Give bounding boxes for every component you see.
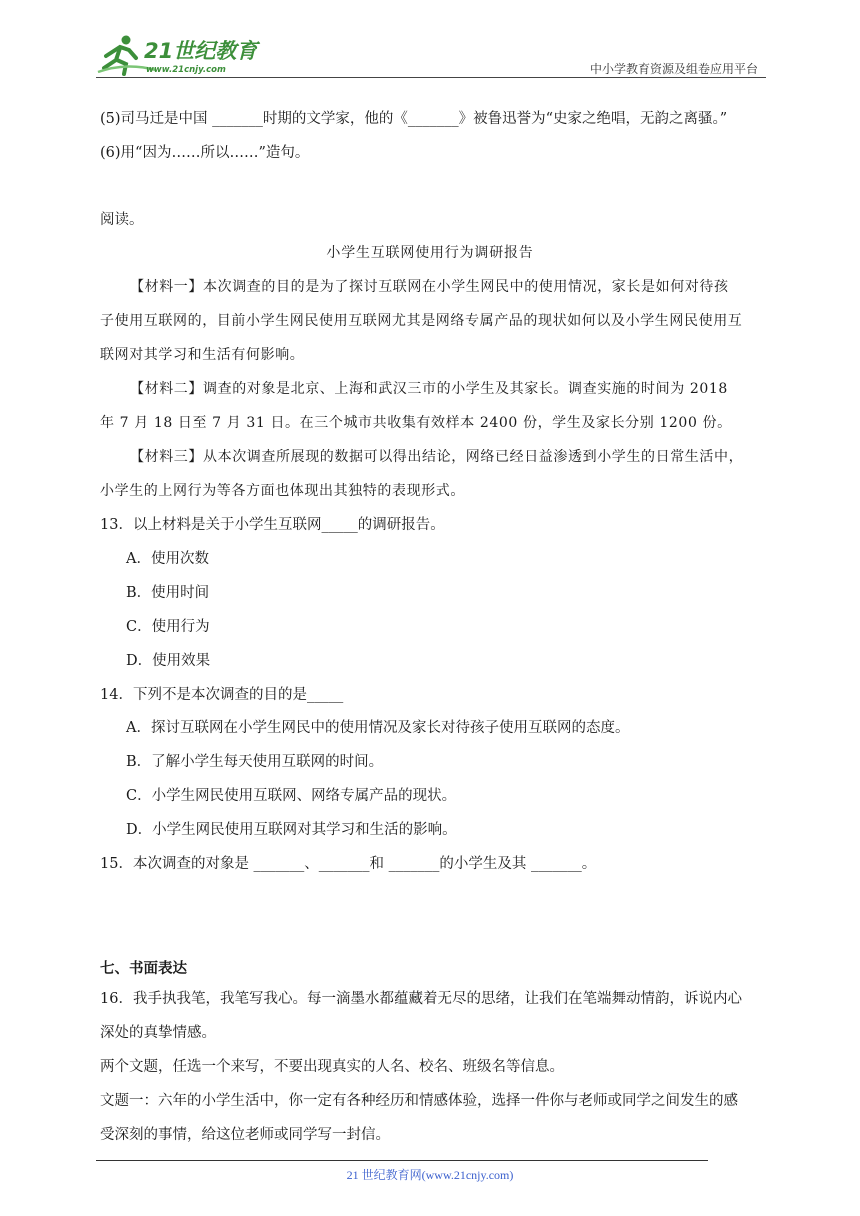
question-16-line-3: 两个文题，任选一个来写，不要出现真实的人名、校名、班级名等信息。 <box>100 1059 564 1075</box>
question-16-line-5: 受深刻的事情，给这位老师或同学写一封信。 <box>100 1127 390 1143</box>
question-15: 15．本次调查的对象是 _______、_______和 _______的小学生及其 _______。 <box>100 856 597 872</box>
material-3-line-2: 小学生的上网行为等各方面也体现出其独特的表现形式。 <box>100 483 465 499</box>
footer-text: 21 世纪教育网(www.21cnjy.com) <box>346 1168 514 1182</box>
question-13-option-c: C．使用行为 <box>126 619 210 635</box>
material-1-line-2: 子使用互联网的，目前小学生网民使用互联网尤其是网络专属产品的现状如何以及小学生网民使用互 <box>100 313 743 329</box>
question-14-option-d: D．小学生网民使用互联网对其学习和生活的影响。 <box>126 822 457 838</box>
question-16-line-2: 深处的真挚情感。 <box>100 1025 216 1041</box>
question-13-option-a: A．使用次数 <box>126 551 209 567</box>
question-6: (6)用“因为……所以……”造句。 <box>100 145 310 161</box>
question-5: (5)司马迁是中国 _______时期的文学家，他的《_______》被鲁迅誉为“史家之绝唱，无韵之离骚。” <box>100 111 728 127</box>
material-2-line-1: 【材料二】调查的对象是北京、上海和武汉三市的小学生及其家长。调查实施的时间为 2018 <box>130 381 728 397</box>
report-title: 小学生互联网使用行为调研报告 <box>326 245 534 261</box>
section-7-heading: 七、书面表达 <box>100 960 187 977</box>
question-14-option-a: A．探讨互联网在小学生网民中的使用情况及家长对待孩子使用互联网的态度。 <box>126 720 630 736</box>
logo <box>96 34 266 78</box>
platform-name: 中小学教育资源及组卷应用平台 <box>589 62 758 76</box>
header-divider <box>96 77 766 78</box>
material-3-line-1: 【材料三】从本次调查所展现的数据可以得出结论，网络已经日益渗透到小学生的日常生活中， <box>130 449 744 465</box>
logo-title: 21世纪教育 <box>144 39 258 63</box>
material-1-line-1: 【材料一】本次调查的目的是为了探讨互联网在小学生网民中的使用情况，家长是如何对待孩 <box>130 279 729 295</box>
reading-label: 阅读。 <box>100 212 144 228</box>
footer-divider <box>96 1160 708 1161</box>
question-14-option-c: C．小学生网民使用互联网、网络专属产品的现状。 <box>126 788 457 804</box>
question-16-line-1: 16．我手执我笔，我笔写我心。每一滴墨水都蕴藏着无尽的思绪，让我们在笔端舞动情韵，诉说内心 <box>100 991 742 1007</box>
question-16-line-4: 文题一：六年的小学生活中，你一定有各种经历和情感体验，选择一件你与老师或同学之间发生的感 <box>100 1093 738 1109</box>
page-header <box>96 32 766 80</box>
question-14-option-b: B．了解小学生每天使用互联网的时间。 <box>126 754 384 770</box>
material-1-line-3: 联网对其学习和生活有何影响。 <box>100 347 305 363</box>
question-13-option-d: D．使用效果 <box>126 653 211 669</box>
question-13-option-b: B．使用时间 <box>126 585 210 601</box>
question-14: 14．下列不是本次调查的目的是_____ <box>100 687 344 703</box>
logo-url: www.21cnjy.com <box>146 65 226 75</box>
question-13: 13．以上材料是关于小学生互联网_____的调研报告。 <box>100 517 445 533</box>
material-2-line-2: 年 7 月 18 日至 7 月 31 日。在三个城市共收集有效样本 2400 份，学生及家长分别 1200 份。 <box>100 415 732 431</box>
